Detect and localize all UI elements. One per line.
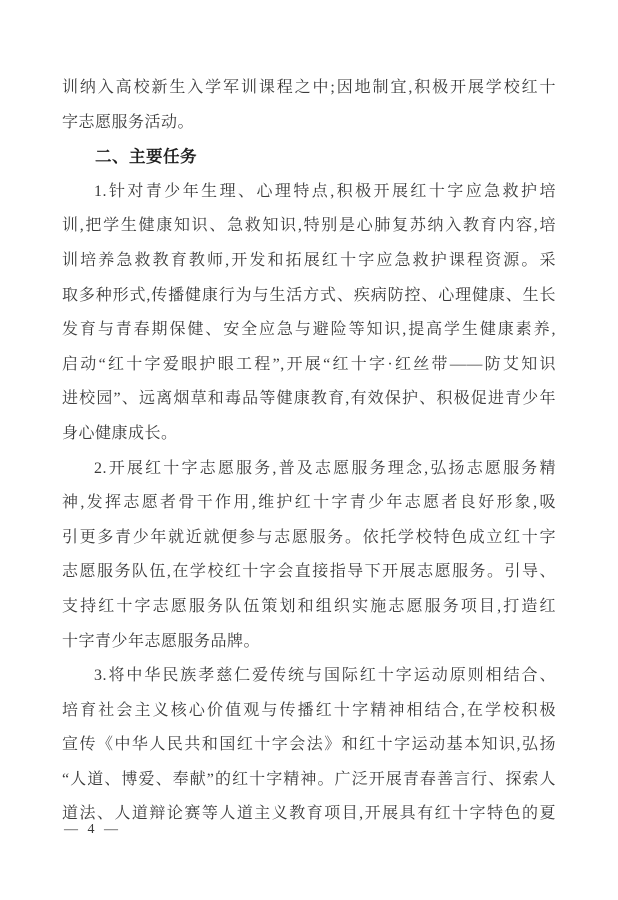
text-line: 神,发挥志愿者骨干作用,维护红十字青少年志愿者良好形象,吸 xyxy=(62,494,556,512)
text-line: 进校园”、远离烟草和毒品等健康教育,有效保护、积极促进青少年 xyxy=(62,390,556,408)
text-line: “人道、博爱、奉献”的红十字精神。广泛开展青春善言行、探索人 xyxy=(62,770,556,788)
text-line: 培育社会主义核心价值观与传播红十字精神相结合,在学校积极 xyxy=(62,701,556,719)
text-line: 宣传《中华人民共和国红十字会法》和红十字运动基本知识,弘扬 xyxy=(62,736,556,754)
page-number: — 4 — xyxy=(64,822,121,837)
text-line: 启动“红十字爱眼护眼工程”,开展“红十字·红丝带——防艾知识 xyxy=(62,355,556,373)
text-line: 2.开展红十字志愿服务,普及志愿服务理念,弘扬志愿服务精 xyxy=(94,459,556,477)
text-line: 十字青少年志愿服务品牌。 xyxy=(62,632,261,650)
text-line: 发育与青春期保健、安全应急与避险等知识,提高学生健康素养, xyxy=(62,321,556,339)
text-line: 训,把学生健康知识、急救知识,特别是心肺复苏纳入教育内容,培 xyxy=(62,217,556,235)
text-line: 3.将中华民族孝慈仁爱传统与国际红十字运动原则相结合、 xyxy=(94,667,556,685)
text-line: 1.针对青少年生理、心理特点,积极开展红十字应急救护培 xyxy=(94,182,556,200)
section-heading: 二、主要任务 xyxy=(95,148,197,167)
text-line: 训纳入高校新生入学军训课程之中;因地制宜,积极开展学校红十 xyxy=(62,79,556,96)
text-line: 道法、人道辩论赛等人道主义教育项目,开展具有红十字特色的夏 xyxy=(62,805,556,823)
document-body xyxy=(62,71,556,832)
text-line: 支持红十字志愿服务队伍策划和组织实施志愿服务项目,打造红 xyxy=(62,597,556,615)
text-line: 字志愿服务活动。 xyxy=(62,113,195,131)
text-line: 身心健康成长。 xyxy=(62,424,178,442)
text-line: 志愿服务队伍,在学校红十字会直接指导下开展志愿服务。引导、 xyxy=(62,563,556,581)
text-line: 取多种形式,传播健康行为与生活方式、疾病防控、心理健康、生长 xyxy=(62,286,556,304)
text-line: 训培养急救教育教师,开发和拓展红十字应急救护课程资源。采 xyxy=(62,251,556,269)
text-line: 引更多青少年就近就便参与志愿服务。依托学校特色成立红十字 xyxy=(62,528,556,546)
